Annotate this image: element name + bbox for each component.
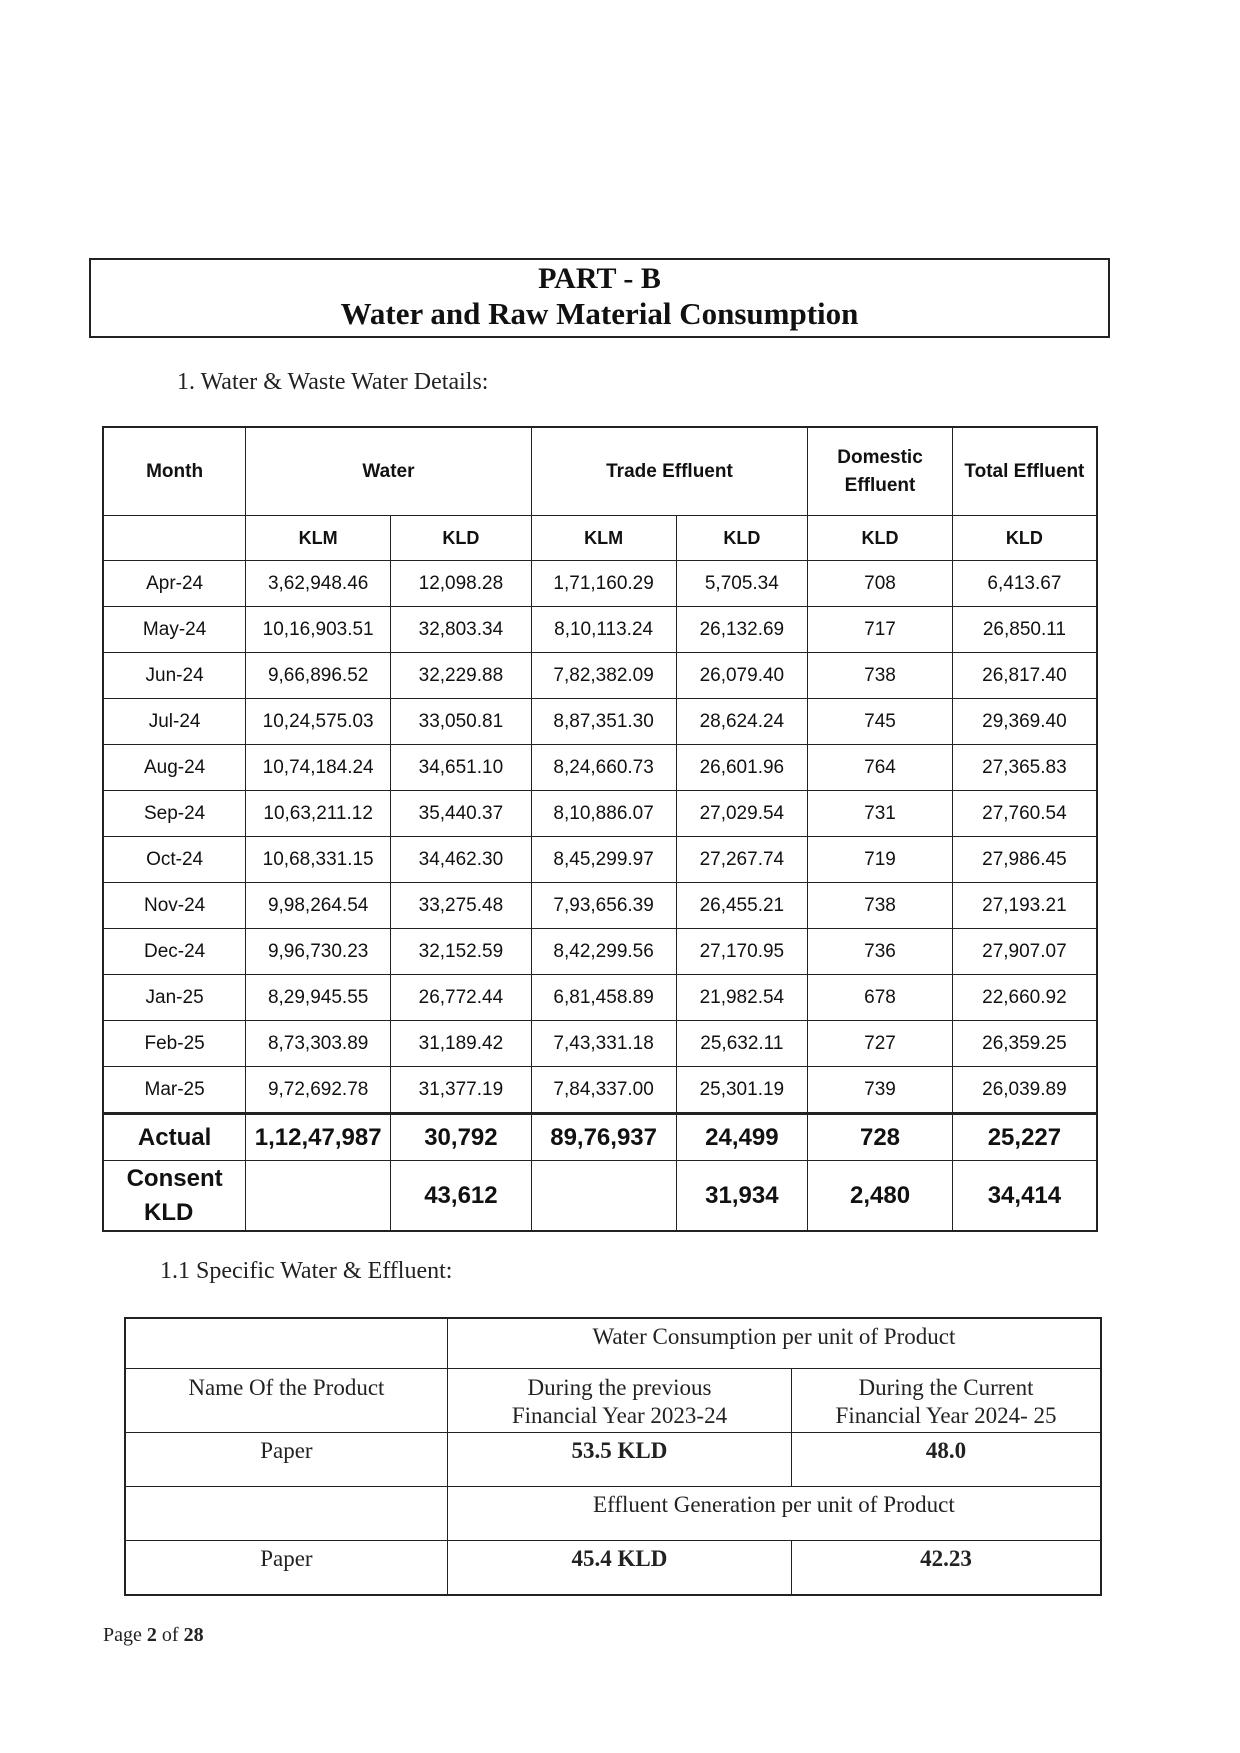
product-name-header: Name Of the Product xyxy=(125,1369,447,1433)
month-cell: Nov-24 xyxy=(103,883,246,929)
table-row xyxy=(103,745,1097,791)
value-cell: 9,66,896.52 xyxy=(246,653,391,699)
consent-label xyxy=(103,1161,246,1232)
effluent-current-value: 42.23 xyxy=(792,1541,1101,1596)
month-rows xyxy=(103,561,1097,1114)
value-cell: 8,42,299.56 xyxy=(531,929,676,975)
month-cell: Apr-24 xyxy=(103,561,246,607)
value-cell: 8,24,660.73 xyxy=(531,745,676,791)
value-cell: 8,87,351.30 xyxy=(531,699,676,745)
consent-label-line2: KLD xyxy=(144,1198,194,1226)
water-waste-water-table xyxy=(102,426,1098,1232)
value-cell: 6,413.67 xyxy=(952,561,1097,607)
actual-cell: 1,12,47,987 xyxy=(246,1114,391,1161)
value-cell: 26,359.25 xyxy=(952,1021,1097,1067)
header-trade-effluent: Trade Effluent xyxy=(531,427,807,516)
value-cell: 3,62,948.46 xyxy=(246,561,391,607)
value-cell: 738 xyxy=(808,883,953,929)
table-row xyxy=(103,1021,1097,1067)
value-cell: 28,624.24 xyxy=(676,699,808,745)
value-cell: 745 xyxy=(808,699,953,745)
value-cell: 26,817.40 xyxy=(952,653,1097,699)
value-cell: 32,229.88 xyxy=(391,653,532,699)
table-row xyxy=(103,975,1097,1021)
value-cell: 7,93,656.39 xyxy=(531,883,676,929)
header-month: Month xyxy=(103,427,246,516)
value-cell: 26,850.11 xyxy=(952,607,1097,653)
month-cell: Sep-24 xyxy=(103,791,246,837)
page-total: 28 xyxy=(183,1624,204,1646)
value-cell: 29,369.40 xyxy=(952,699,1097,745)
water-current-value: 48.0 xyxy=(792,1433,1101,1487)
value-cell: 764 xyxy=(808,745,953,791)
consent-cell xyxy=(531,1161,676,1232)
consent-cell xyxy=(246,1161,391,1232)
value-cell: 9,98,264.54 xyxy=(246,883,391,929)
actual-cell: 25,227 xyxy=(952,1114,1097,1161)
current-year-line2: Financial Year 2024- 25 xyxy=(835,1403,1057,1428)
header-domestic-effluent: Domestic Effluent xyxy=(808,427,953,516)
value-cell: 27,907.07 xyxy=(952,929,1097,975)
header-water: Water xyxy=(246,427,532,516)
table-row xyxy=(103,653,1097,699)
value-cell: 7,84,337.00 xyxy=(531,1067,676,1114)
consent-cell: 43,612 xyxy=(391,1161,532,1232)
value-cell: 9,96,730.23 xyxy=(246,929,391,975)
table-row xyxy=(103,561,1097,607)
value-cell: 25,301.19 xyxy=(676,1067,808,1114)
consent-cell: 2,480 xyxy=(808,1161,953,1232)
month-cell: Oct-24 xyxy=(103,837,246,883)
page-title: Water and Raw Material Consumption xyxy=(340,296,859,331)
value-cell: 736 xyxy=(808,929,953,975)
table-row xyxy=(103,1067,1097,1114)
value-cell: 8,10,113.24 xyxy=(531,607,676,653)
actual-row xyxy=(103,1114,1097,1161)
value-cell: 26,132.69 xyxy=(676,607,808,653)
consent-cell: 31,934 xyxy=(676,1161,808,1232)
value-cell: 7,43,331.18 xyxy=(531,1021,676,1067)
page-current: 2 xyxy=(146,1624,157,1646)
value-cell: 10,63,211.12 xyxy=(246,791,391,837)
value-cell: 10,68,331.15 xyxy=(246,837,391,883)
part-header-box xyxy=(89,258,1110,338)
unit-cell: KLD xyxy=(952,516,1097,561)
value-cell: 27,365.83 xyxy=(952,745,1097,791)
value-cell: 26,772.44 xyxy=(391,975,532,1021)
unit-cell: KLM xyxy=(531,516,676,561)
effluent-product-name: Paper xyxy=(125,1541,447,1596)
month-cell: Dec-24 xyxy=(103,929,246,975)
month-cell: Jun-24 xyxy=(103,653,246,699)
value-cell: 739 xyxy=(808,1067,953,1114)
consent-row xyxy=(103,1161,1097,1232)
value-cell: 26,079.40 xyxy=(676,653,808,699)
value-cell: 12,098.28 xyxy=(391,561,532,607)
water-previous-value: 53.5 KLD xyxy=(447,1433,791,1487)
page-number xyxy=(103,1624,204,1647)
value-cell: 5,705.34 xyxy=(676,561,808,607)
table-row xyxy=(103,883,1097,929)
value-cell: 6,81,458.89 xyxy=(531,975,676,1021)
value-cell: 33,050.81 xyxy=(391,699,532,745)
actual-cell: 30,792 xyxy=(391,1114,532,1161)
section-1-title: 1. Water & Waste Water Details: xyxy=(177,369,489,395)
value-cell: 35,440.37 xyxy=(391,791,532,837)
value-cell: 22,660.92 xyxy=(952,975,1097,1021)
water-consumption-heading: Water Consumption per unit of Product xyxy=(447,1318,1101,1369)
value-cell: 31,377.19 xyxy=(391,1067,532,1114)
section-1-1-title: 1.1 Specific Water & Effluent: xyxy=(160,1258,453,1284)
value-cell: 32,152.59 xyxy=(391,929,532,975)
spec-blank xyxy=(125,1318,447,1369)
consent-label-line1: Consent xyxy=(126,1164,223,1192)
effluent-previous-value: 45.4 KLD xyxy=(447,1541,791,1596)
value-cell: 26,601.96 xyxy=(676,745,808,791)
value-cell: 31,189.42 xyxy=(391,1021,532,1067)
value-cell: 26,039.89 xyxy=(952,1067,1097,1114)
actual-cell: 24,499 xyxy=(676,1114,808,1161)
current-year-header xyxy=(792,1369,1101,1433)
value-cell: 708 xyxy=(808,561,953,607)
effluent-generation-heading: Effluent Generation per unit of Product xyxy=(447,1487,1101,1541)
value-cell: 27,193.21 xyxy=(952,883,1097,929)
value-cell: 21,982.54 xyxy=(676,975,808,1021)
value-cell: 727 xyxy=(808,1021,953,1067)
consent-cell: 34,414 xyxy=(952,1161,1097,1232)
unit-cell: KLM xyxy=(246,516,391,561)
value-cell: 34,651.10 xyxy=(391,745,532,791)
value-cell: 10,74,184.24 xyxy=(246,745,391,791)
value-cell: 27,760.54 xyxy=(952,791,1097,837)
page-of-label: of xyxy=(161,1624,179,1646)
value-cell: 1,71,160.29 xyxy=(531,561,676,607)
value-cell: 27,267.74 xyxy=(676,837,808,883)
month-cell: Feb-25 xyxy=(103,1021,246,1067)
actual-cell: 728 xyxy=(808,1114,953,1161)
actual-label: Actual xyxy=(103,1114,246,1161)
value-cell: 27,029.54 xyxy=(676,791,808,837)
value-cell: 27,170.95 xyxy=(676,929,808,975)
table-row xyxy=(103,791,1097,837)
previous-year-line2: Financial Year 2023-24 xyxy=(511,1403,728,1428)
spec-blank xyxy=(125,1487,447,1541)
part-label: PART - B xyxy=(538,262,661,295)
month-cell: Jul-24 xyxy=(103,699,246,745)
value-cell: 731 xyxy=(808,791,953,837)
header-total-effluent: Total Effluent xyxy=(952,427,1097,516)
table-row xyxy=(103,837,1097,883)
value-cell: 8,45,299.97 xyxy=(531,837,676,883)
value-cell: 738 xyxy=(808,653,953,699)
month-cell: Jan-25 xyxy=(103,975,246,1021)
month-cell: Aug-24 xyxy=(103,745,246,791)
value-cell: 678 xyxy=(808,975,953,1021)
month-cell: May-24 xyxy=(103,607,246,653)
value-cell: 7,82,382.09 xyxy=(531,653,676,699)
value-cell: 8,10,886.07 xyxy=(531,791,676,837)
table-row xyxy=(103,699,1097,745)
unit-blank xyxy=(103,516,246,561)
month-cell: Mar-25 xyxy=(103,1067,246,1114)
value-cell: 10,16,903.51 xyxy=(246,607,391,653)
table-row xyxy=(103,929,1097,975)
value-cell: 25,632.11 xyxy=(676,1021,808,1067)
water-product-name: Paper xyxy=(125,1433,447,1487)
previous-year-header xyxy=(447,1369,791,1433)
value-cell: 32,803.34 xyxy=(391,607,532,653)
specific-water-effluent-table xyxy=(124,1317,1102,1596)
table-row xyxy=(103,607,1097,653)
value-cell: 26,455.21 xyxy=(676,883,808,929)
actual-cell: 89,76,937 xyxy=(531,1114,676,1161)
unit-cell: KLD xyxy=(391,516,532,561)
value-cell: 8,29,945.55 xyxy=(246,975,391,1021)
value-cell: 27,986.45 xyxy=(952,837,1097,883)
value-cell: 717 xyxy=(808,607,953,653)
value-cell: 719 xyxy=(808,837,953,883)
value-cell: 34,462.30 xyxy=(391,837,532,883)
unit-cell: KLD xyxy=(808,516,953,561)
value-cell: 33,275.48 xyxy=(391,883,532,929)
unit-cell: KLD xyxy=(676,516,808,561)
value-cell: 9,72,692.78 xyxy=(246,1067,391,1114)
page-label: Page xyxy=(103,1624,142,1646)
value-cell: 10,24,575.03 xyxy=(246,699,391,745)
previous-year-line1: During the previous xyxy=(527,1375,712,1400)
value-cell: 8,73,303.89 xyxy=(246,1021,391,1067)
current-year-line1: During the Current xyxy=(858,1375,1034,1400)
